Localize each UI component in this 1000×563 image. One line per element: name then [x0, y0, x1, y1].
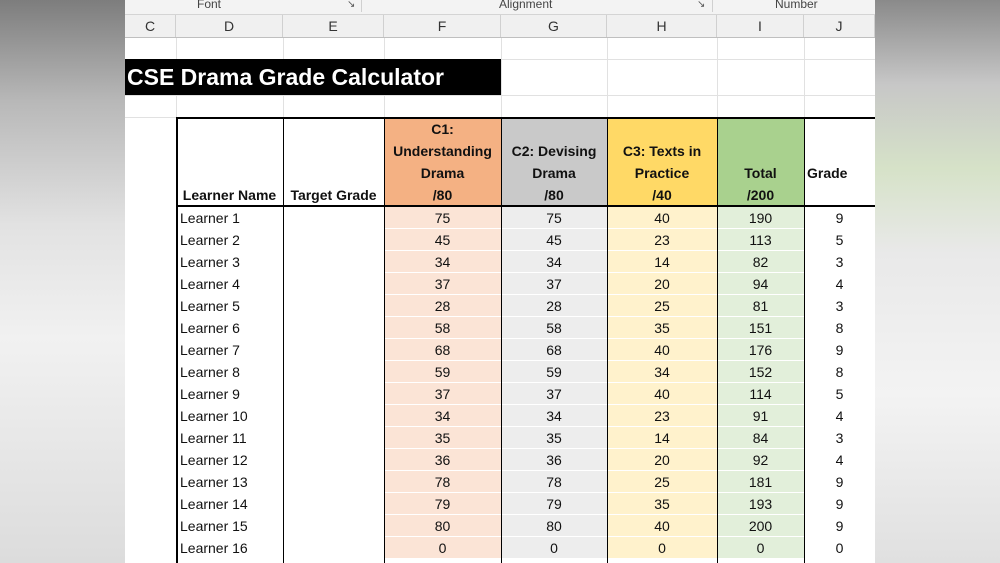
cell-c3[interactable]: 40 [607, 383, 717, 405]
table-border-col [717, 117, 718, 563]
cell-grade[interactable]: 9 [804, 339, 875, 361]
header-c1-label: C1: Understanding Drama [393, 121, 492, 181]
cell-c1[interactable]: 34 [384, 251, 501, 273]
ribbon-group-labels [125, 0, 875, 15]
cell-c3[interactable]: 35 [607, 317, 717, 339]
cell-name[interactable]: Learner 5 [176, 295, 283, 317]
ribbon-separator [361, 0, 362, 12]
header-c3[interactable] [607, 118, 717, 184]
cell-name[interactable]: Learner 7 [176, 339, 283, 361]
cell-c2[interactable]: 59 [501, 361, 607, 383]
cell-target[interactable] [283, 295, 384, 317]
table-border-left [176, 117, 178, 563]
cell-grade[interactable]: 4 [804, 405, 875, 427]
ribbon-separator [712, 0, 713, 12]
gridline [125, 95, 875, 96]
cell-name[interactable]: Learner 9 [176, 383, 283, 405]
cell-name[interactable]: Learner 14 [176, 493, 283, 515]
cell-c1[interactable]: 37 [384, 383, 501, 405]
cell-grade[interactable]: 9 [804, 471, 875, 493]
cell-name[interactable]: Learner 12 [176, 449, 283, 471]
cell-c2[interactable]: 58 [501, 317, 607, 339]
header-c2-max[interactable]: /80 [501, 184, 607, 206]
cell-c2[interactable]: 68 [501, 339, 607, 361]
column-header-bar [125, 15, 875, 38]
cell-c2[interactable]: 36 [501, 449, 607, 471]
cell-grade[interactable]: 9 [804, 515, 875, 537]
column-header-h[interactable]: H [607, 15, 717, 37]
cell-c2[interactable]: 37 [501, 273, 607, 295]
ribbon-number-label: Number [775, 0, 818, 11]
cell-c1[interactable]: 68 [384, 339, 501, 361]
ribbon-font-label: Font [197, 0, 222, 11]
cell-c2[interactable]: 34 [501, 405, 607, 427]
cell-target[interactable] [283, 317, 384, 339]
cell-c3[interactable]: 35 [607, 493, 717, 515]
cell-c1[interactable]: 35 [384, 427, 501, 449]
cell-total[interactable]: 176 [717, 339, 804, 361]
cell-c3[interactable]: 14 [607, 251, 717, 273]
cell-c2[interactable]: 80 [501, 515, 607, 537]
header-c2[interactable] [501, 118, 607, 184]
header-target-grade[interactable]: Target Grade [290, 187, 377, 203]
column-header-g[interactable]: G [501, 15, 607, 37]
cell-target[interactable] [283, 471, 384, 493]
cell-c1[interactable]: 36 [384, 449, 501, 471]
cell-name[interactable]: Learner 13 [176, 471, 283, 493]
cell-total[interactable]: 151 [717, 317, 804, 339]
cell-grade[interactable]: 9 [804, 493, 875, 515]
cell-name[interactable]: Learner 3 [176, 251, 283, 273]
table-border-top [176, 117, 875, 119]
cell-c1[interactable]: 59 [384, 361, 501, 383]
cell-c2[interactable]: 37 [501, 383, 607, 405]
cell-c2[interactable]: 75 [501, 207, 607, 229]
table-border-col [384, 117, 385, 563]
cell-name[interactable]: Learner 1 [176, 207, 283, 229]
alignment-dialog-launcher-icon[interactable]: ↘ [697, 0, 706, 10]
cell-c3[interactable]: 40 [607, 339, 717, 361]
cell-target[interactable] [283, 229, 384, 251]
cell-c3[interactable]: 23 [607, 405, 717, 427]
cell-c3[interactable]: 20 [607, 449, 717, 471]
cell-c3[interactable]: 20 [607, 273, 717, 295]
cell-c2[interactable]: 34 [501, 251, 607, 273]
cell-c1[interactable]: 78 [384, 471, 501, 493]
cell-total[interactable]: 181 [717, 471, 804, 493]
header-c1[interactable] [384, 118, 501, 184]
cell-total[interactable]: 92 [717, 449, 804, 471]
cell-c1[interactable]: 28 [384, 295, 501, 317]
background-right [875, 0, 1000, 563]
cell-c2[interactable]: 0 [501, 537, 607, 559]
cell-target[interactable] [283, 515, 384, 537]
column-header-d[interactable]: D [176, 15, 283, 37]
cell-total[interactable]: 81 [717, 295, 804, 317]
cell-name[interactable]: Learner 16 [176, 537, 283, 559]
cell-target[interactable] [283, 207, 384, 229]
cell-total[interactable]: 82 [717, 251, 804, 273]
cell-name[interactable]: Learner 4 [176, 273, 283, 295]
cell-name[interactable]: Learner 6 [176, 317, 283, 339]
header-total-max[interactable]: /200 [717, 184, 804, 206]
cell-grade[interactable]: 5 [804, 383, 875, 405]
cell-c2[interactable]: 79 [501, 493, 607, 515]
font-dialog-launcher-icon[interactable]: ↘ [347, 0, 356, 10]
cell-name[interactable]: Learner 8 [176, 361, 283, 383]
cell-grade[interactable]: 8 [804, 361, 875, 383]
cell-c1[interactable]: 34 [384, 405, 501, 427]
cell-grade[interactable]: 5 [804, 229, 875, 251]
cell-c3[interactable]: 25 [607, 471, 717, 493]
header-total-label: Total [744, 165, 777, 181]
cell-c2[interactable]: 35 [501, 427, 607, 449]
cell-grade[interactable]: 9 [804, 207, 875, 229]
cell-target[interactable] [283, 361, 384, 383]
cell-target[interactable] [283, 251, 384, 273]
cell-grade[interactable]: 3 [804, 427, 875, 449]
header-c1-max[interactable]: /80 [384, 184, 501, 206]
cell-grade[interactable]: 3 [804, 295, 875, 317]
cell-target[interactable] [283, 537, 384, 559]
cell-total[interactable]: 84 [717, 427, 804, 449]
cell-name[interactable]: Learner 15 [176, 515, 283, 537]
header-grade-label: Grade [807, 165, 848, 181]
cell-c2[interactable]: 28 [501, 295, 607, 317]
cell-grade[interactable]: 4 [804, 449, 875, 471]
cell-c3[interactable]: 40 [607, 515, 717, 537]
cell-c1[interactable]: 45 [384, 229, 501, 251]
cell-c1[interactable]: 0 [384, 537, 501, 559]
header-grade[interactable] [804, 118, 875, 184]
cell-grade[interactable]: 0 [804, 537, 875, 559]
table-border-col [501, 117, 502, 563]
header-c2-label: C2: Devising Drama [511, 143, 597, 181]
cell-c3[interactable]: 34 [607, 361, 717, 383]
sheet-title[interactable]: CSE Drama Grade Calculator [125, 59, 501, 95]
cell-c1[interactable]: 79 [384, 493, 501, 515]
cell-c2[interactable]: 78 [501, 471, 607, 493]
table-border-col [804, 117, 805, 563]
cell-grade[interactable]: 4 [804, 273, 875, 295]
cell-c3[interactable]: 14 [607, 427, 717, 449]
cell-total[interactable]: 193 [717, 493, 804, 515]
header-total[interactable] [717, 118, 804, 184]
cell-total[interactable]: 200 [717, 515, 804, 537]
cell-c1[interactable]: 80 [384, 515, 501, 537]
cell-name[interactable]: Learner 11 [176, 427, 283, 449]
table-border-col [607, 117, 608, 563]
cell-target[interactable] [283, 273, 384, 295]
header-learner-name[interactable]: Learner Name [182, 187, 277, 203]
cell-c3[interactable]: 40 [607, 207, 717, 229]
cell-target[interactable] [283, 383, 384, 405]
table-border-col [283, 117, 284, 563]
column-header-i[interactable]: I [717, 15, 804, 37]
cell-total[interactable]: 0 [717, 537, 804, 559]
table-border-header-bottom [176, 205, 875, 207]
cell-target[interactable] [283, 339, 384, 361]
cell-target[interactable] [283, 405, 384, 427]
header-c3-max[interactable]: /40 [607, 184, 717, 206]
cell-name[interactable]: Learner 2 [176, 229, 283, 251]
spreadsheet [125, 0, 875, 563]
column-header-c[interactable]: C [125, 15, 176, 37]
cell-grade[interactable]: 3 [804, 251, 875, 273]
cell-total[interactable]: 152 [717, 361, 804, 383]
ribbon-alignment-label: Alignment [499, 0, 553, 11]
column-header-e[interactable]: E [283, 15, 384, 37]
column-header-f[interactable]: F [384, 15, 501, 37]
cell-target[interactable] [283, 427, 384, 449]
header-c3-label: C3: Texts in Practice [622, 143, 702, 181]
cell-total[interactable]: 91 [717, 405, 804, 427]
cell-total[interactable]: 114 [717, 383, 804, 405]
cell-target[interactable] [283, 449, 384, 471]
cell-c1[interactable]: 37 [384, 273, 501, 295]
cell-c1[interactable]: 75 [384, 207, 501, 229]
cell-c2[interactable]: 45 [501, 229, 607, 251]
cell-c1[interactable]: 58 [384, 317, 501, 339]
cell-name[interactable]: Learner 10 [176, 405, 283, 427]
background-left [0, 0, 125, 563]
cell-total[interactable]: 190 [717, 207, 804, 229]
cell-total[interactable]: 113 [717, 229, 804, 251]
cell-total[interactable]: 94 [717, 273, 804, 295]
cell-c3[interactable]: 23 [607, 229, 717, 251]
cell-target[interactable] [283, 493, 384, 515]
column-header-j[interactable]: J [804, 15, 875, 37]
cell-c3[interactable]: 25 [607, 295, 717, 317]
cell-c3[interactable]: 0 [607, 537, 717, 559]
cell-grade[interactable]: 8 [804, 317, 875, 339]
